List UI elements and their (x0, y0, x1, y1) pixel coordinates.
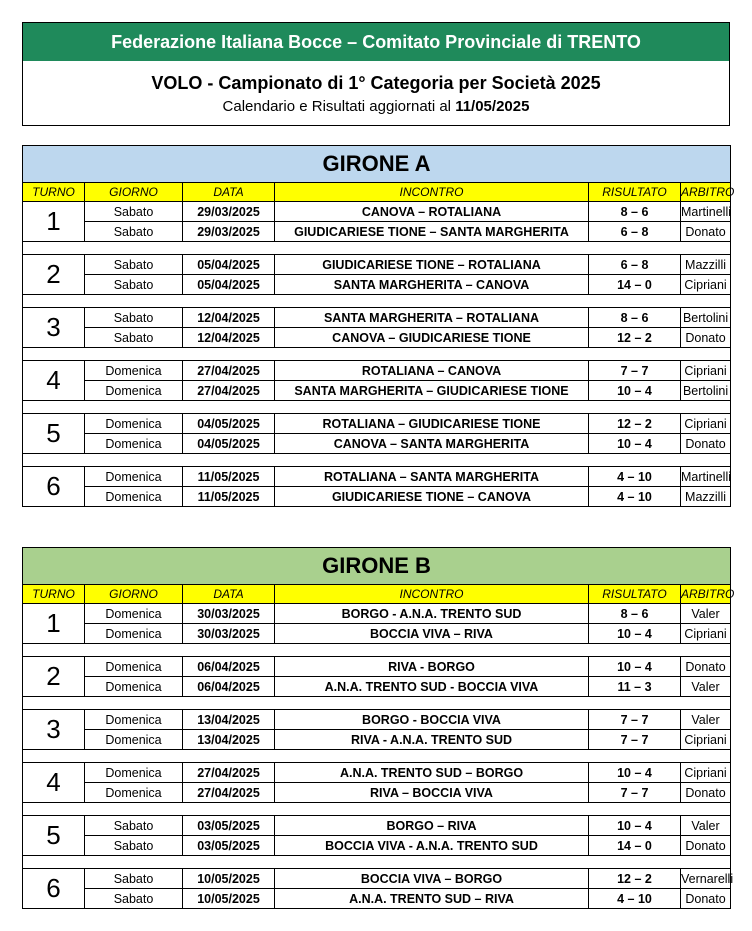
match-teams: BORGO - BOCCIA VIVA (275, 710, 589, 730)
match-date: 13/04/2025 (183, 710, 275, 730)
match-teams: CANOVA – SANTA MARGHERITA (275, 434, 589, 454)
match-teams: ROTALIANA – SANTA MARGHERITA (275, 467, 589, 487)
group-title: GIRONE A (23, 146, 731, 183)
match-row (23, 222, 731, 242)
match-row (23, 275, 731, 295)
match-result: 4 – 10 (589, 889, 681, 909)
match-row (23, 730, 731, 750)
match-result: 10 – 4 (589, 657, 681, 677)
match-referee: Donato (681, 434, 731, 454)
update-date: 11/05/2025 (455, 98, 530, 115)
match-teams: BOCCIA VIVA – RIVA (275, 624, 589, 644)
match-result: 6 – 8 (589, 255, 681, 275)
match-date: 12/04/2025 (183, 328, 275, 348)
match-teams: ROTALIANA – GIUDICARIESE TIONE (275, 414, 589, 434)
match-referee: Cipriani (681, 275, 731, 295)
match-row (23, 381, 731, 401)
separator-cell (23, 401, 731, 414)
match-day: Domenica (85, 763, 183, 783)
match-referee: Valer (681, 710, 731, 730)
match-teams: GIUDICARIESE TIONE – SANTA MARGHERITA (275, 222, 589, 242)
turno-number: 2 (23, 657, 85, 697)
championship-title: VOLO - Campionato di 1° Categoria per Società 2025 (151, 73, 601, 93)
match-referee: Donato (681, 836, 731, 856)
match-referee: Mazzilli (681, 487, 731, 507)
match-referee: Cipriani (681, 730, 731, 750)
match-day: Domenica (85, 657, 183, 677)
round-separator (23, 242, 731, 255)
match-day: Domenica (85, 624, 183, 644)
match-row (23, 467, 731, 487)
match-teams: GIUDICARIESE TIONE – CANOVA (275, 487, 589, 507)
match-day: Sabato (85, 255, 183, 275)
match-result: 14 – 0 (589, 275, 681, 295)
match-day: Domenica (85, 677, 183, 697)
match-row (23, 657, 731, 677)
match-referee: Donato (681, 657, 731, 677)
round-separator (23, 401, 731, 414)
turno-number: 4 (23, 763, 85, 803)
group-title-row (23, 548, 731, 585)
match-day: Sabato (85, 202, 183, 222)
column-header-arbitro: ARBITRO (681, 585, 731, 604)
turno-number: 1 (23, 202, 85, 242)
match-date: 03/05/2025 (183, 836, 275, 856)
match-referee: Mazzilli (681, 255, 731, 275)
match-teams: A.N.A. TRENTO SUD – BORGO (275, 763, 589, 783)
match-row (23, 710, 731, 730)
match-day: Domenica (85, 730, 183, 750)
match-result: 12 – 2 (589, 414, 681, 434)
separator-cell (23, 242, 731, 255)
match-result: 4 – 10 (589, 467, 681, 487)
match-teams: RIVA - A.N.A. TRENTO SUD (275, 730, 589, 750)
match-day: Sabato (85, 869, 183, 889)
round-separator (23, 803, 731, 816)
turno-number: 2 (23, 255, 85, 295)
round-separator (23, 644, 731, 657)
federation-banner: Federazione Italiana Bocce – Comitato Provinciale di TRENTO (23, 23, 729, 61)
match-result: 8 – 6 (589, 308, 681, 328)
match-result: 10 – 4 (589, 624, 681, 644)
match-date: 06/04/2025 (183, 657, 275, 677)
match-teams: BORGO - A.N.A. TRENTO SUD (275, 604, 589, 624)
turno-number: 6 (23, 869, 85, 909)
match-referee: Donato (681, 222, 731, 242)
match-referee: Cipriani (681, 624, 731, 644)
match-day: Domenica (85, 361, 183, 381)
column-header-giorno: GIORNO (85, 183, 183, 202)
match-referee: Bertolini (681, 308, 731, 328)
girone-a-table (22, 145, 735, 507)
match-result: 10 – 4 (589, 763, 681, 783)
match-date: 30/03/2025 (183, 624, 275, 644)
turno-number: 3 (23, 308, 85, 348)
group-title-row (23, 146, 731, 183)
match-referee: Cipriani (681, 763, 731, 783)
match-referee: Cipriani (681, 361, 731, 381)
separator-cell (23, 803, 731, 816)
match-row (23, 308, 731, 328)
match-row (23, 604, 731, 624)
column-header-giorno: GIORNO (85, 585, 183, 604)
match-referee: Valer (681, 816, 731, 836)
match-teams: CANOVA – ROTALIANA (275, 202, 589, 222)
match-date: 30/03/2025 (183, 604, 275, 624)
match-row (23, 836, 731, 856)
match-day: Domenica (85, 414, 183, 434)
match-result: 10 – 4 (589, 434, 681, 454)
match-date: 29/03/2025 (183, 222, 275, 242)
round-separator (23, 750, 731, 763)
match-row (23, 763, 731, 783)
match-date: 06/04/2025 (183, 677, 275, 697)
match-day: Sabato (85, 816, 183, 836)
match-date: 27/04/2025 (183, 381, 275, 401)
match-teams: SANTA MARGHERITA – GIUDICARIESE TIONE (275, 381, 589, 401)
match-day: Sabato (85, 275, 183, 295)
separator-cell (23, 856, 731, 869)
match-result: 8 – 6 (589, 604, 681, 624)
match-result: 4 – 10 (589, 487, 681, 507)
match-day: Domenica (85, 467, 183, 487)
match-result: 12 – 2 (589, 328, 681, 348)
update-subtitle (23, 98, 729, 115)
document-header (22, 22, 730, 126)
round-separator (23, 697, 731, 710)
group-title: GIRONE B (23, 548, 731, 585)
match-referee: Valer (681, 677, 731, 697)
match-result: 10 – 4 (589, 381, 681, 401)
column-header-incontro: INCONTRO (275, 183, 589, 202)
turno-number: 5 (23, 414, 85, 454)
separator-cell (23, 454, 731, 467)
match-result: 10 – 4 (589, 816, 681, 836)
column-header-incontro: INCONTRO (275, 585, 589, 604)
match-date: 27/04/2025 (183, 763, 275, 783)
match-date: 05/04/2025 (183, 275, 275, 295)
subtitle-prefix: Calendario e Risultati aggiornati al (222, 98, 456, 115)
girone-b-table (22, 547, 735, 909)
turno-number: 3 (23, 710, 85, 750)
match-teams: GIUDICARIESE TIONE – ROTALIANA (275, 255, 589, 275)
match-result: 7 – 7 (589, 361, 681, 381)
match-date: 10/05/2025 (183, 869, 275, 889)
match-row (23, 783, 731, 803)
separator-cell (23, 750, 731, 763)
match-referee: Martinelli (681, 202, 731, 222)
match-date: 04/05/2025 (183, 414, 275, 434)
match-result: 7 – 7 (589, 710, 681, 730)
match-teams: BORGO – RIVA (275, 816, 589, 836)
match-referee: Cipriani (681, 414, 731, 434)
match-referee: Donato (681, 783, 731, 803)
match-day: Domenica (85, 381, 183, 401)
match-date: 11/05/2025 (183, 467, 275, 487)
column-header-row (23, 183, 731, 202)
match-result: 7 – 7 (589, 783, 681, 803)
match-row (23, 328, 731, 348)
column-header-turno: TURNO (23, 183, 85, 202)
match-teams: ROTALIANA – CANOVA (275, 361, 589, 381)
match-day: Sabato (85, 836, 183, 856)
match-referee: Martinelli (681, 467, 731, 487)
column-header-risultato: RISULTATO (589, 183, 681, 202)
match-date: 11/05/2025 (183, 487, 275, 507)
match-date: 29/03/2025 (183, 202, 275, 222)
match-referee: Vernarelli (681, 869, 731, 889)
match-teams: RIVA - BORGO (275, 657, 589, 677)
column-header-data: DATA (183, 183, 275, 202)
match-teams: SANTA MARGHERITA – CANOVA (275, 275, 589, 295)
match-row (23, 202, 731, 222)
match-teams: A.N.A. TRENTO SUD - BOCCIA VIVA (275, 677, 589, 697)
match-referee: Bertolini (681, 381, 731, 401)
match-date: 05/04/2025 (183, 255, 275, 275)
turno-number: 6 (23, 467, 85, 507)
match-row (23, 361, 731, 381)
turno-number: 4 (23, 361, 85, 401)
match-referee: Donato (681, 889, 731, 909)
separator-cell (23, 697, 731, 710)
match-day: Domenica (85, 487, 183, 507)
match-result: 8 – 6 (589, 202, 681, 222)
match-day: Domenica (85, 434, 183, 454)
column-header-row (23, 585, 731, 604)
match-teams: BOCCIA VIVA - A.N.A. TRENTO SUD (275, 836, 589, 856)
match-date: 10/05/2025 (183, 889, 275, 909)
match-referee: Donato (681, 328, 731, 348)
match-row (23, 414, 731, 434)
match-result: 11 – 3 (589, 677, 681, 697)
match-teams: A.N.A. TRENTO SUD – RIVA (275, 889, 589, 909)
match-result: 12 – 2 (589, 869, 681, 889)
round-separator (23, 295, 731, 308)
match-row (23, 816, 731, 836)
match-teams: CANOVA – GIUDICARIESE TIONE (275, 328, 589, 348)
match-teams: SANTA MARGHERITA – ROTALIANA (275, 308, 589, 328)
match-date: 03/05/2025 (183, 816, 275, 836)
match-row (23, 889, 731, 909)
match-referee: Valer (681, 604, 731, 624)
match-day: Domenica (85, 604, 183, 624)
column-header-arbitro: ARBITRO (681, 183, 731, 202)
match-result: 6 – 8 (589, 222, 681, 242)
match-date: 13/04/2025 (183, 730, 275, 750)
match-day: Domenica (85, 783, 183, 803)
match-teams: BOCCIA VIVA – BORGO (275, 869, 589, 889)
match-row (23, 677, 731, 697)
round-separator (23, 856, 731, 869)
match-day: Sabato (85, 308, 183, 328)
round-separator (23, 348, 731, 361)
match-day: Domenica (85, 710, 183, 730)
column-header-data: DATA (183, 585, 275, 604)
match-result: 7 – 7 (589, 730, 681, 750)
match-row (23, 434, 731, 454)
separator-cell (23, 295, 731, 308)
column-header-risultato: RISULTATO (589, 585, 681, 604)
match-row (23, 487, 731, 507)
match-date: 12/04/2025 (183, 308, 275, 328)
match-date: 04/05/2025 (183, 434, 275, 454)
match-row (23, 624, 731, 644)
match-day: Sabato (85, 328, 183, 348)
match-row (23, 869, 731, 889)
separator-cell (23, 348, 731, 361)
match-date: 27/04/2025 (183, 361, 275, 381)
turno-number: 5 (23, 816, 85, 856)
round-separator (23, 454, 731, 467)
match-day: Sabato (85, 222, 183, 242)
match-date: 27/04/2025 (183, 783, 275, 803)
separator-cell (23, 644, 731, 657)
column-header-turno: TURNO (23, 585, 85, 604)
match-day: Sabato (85, 889, 183, 909)
match-row (23, 255, 731, 275)
match-result: 14 – 0 (589, 836, 681, 856)
turno-number: 1 (23, 604, 85, 644)
match-teams: RIVA – BOCCIA VIVA (275, 783, 589, 803)
